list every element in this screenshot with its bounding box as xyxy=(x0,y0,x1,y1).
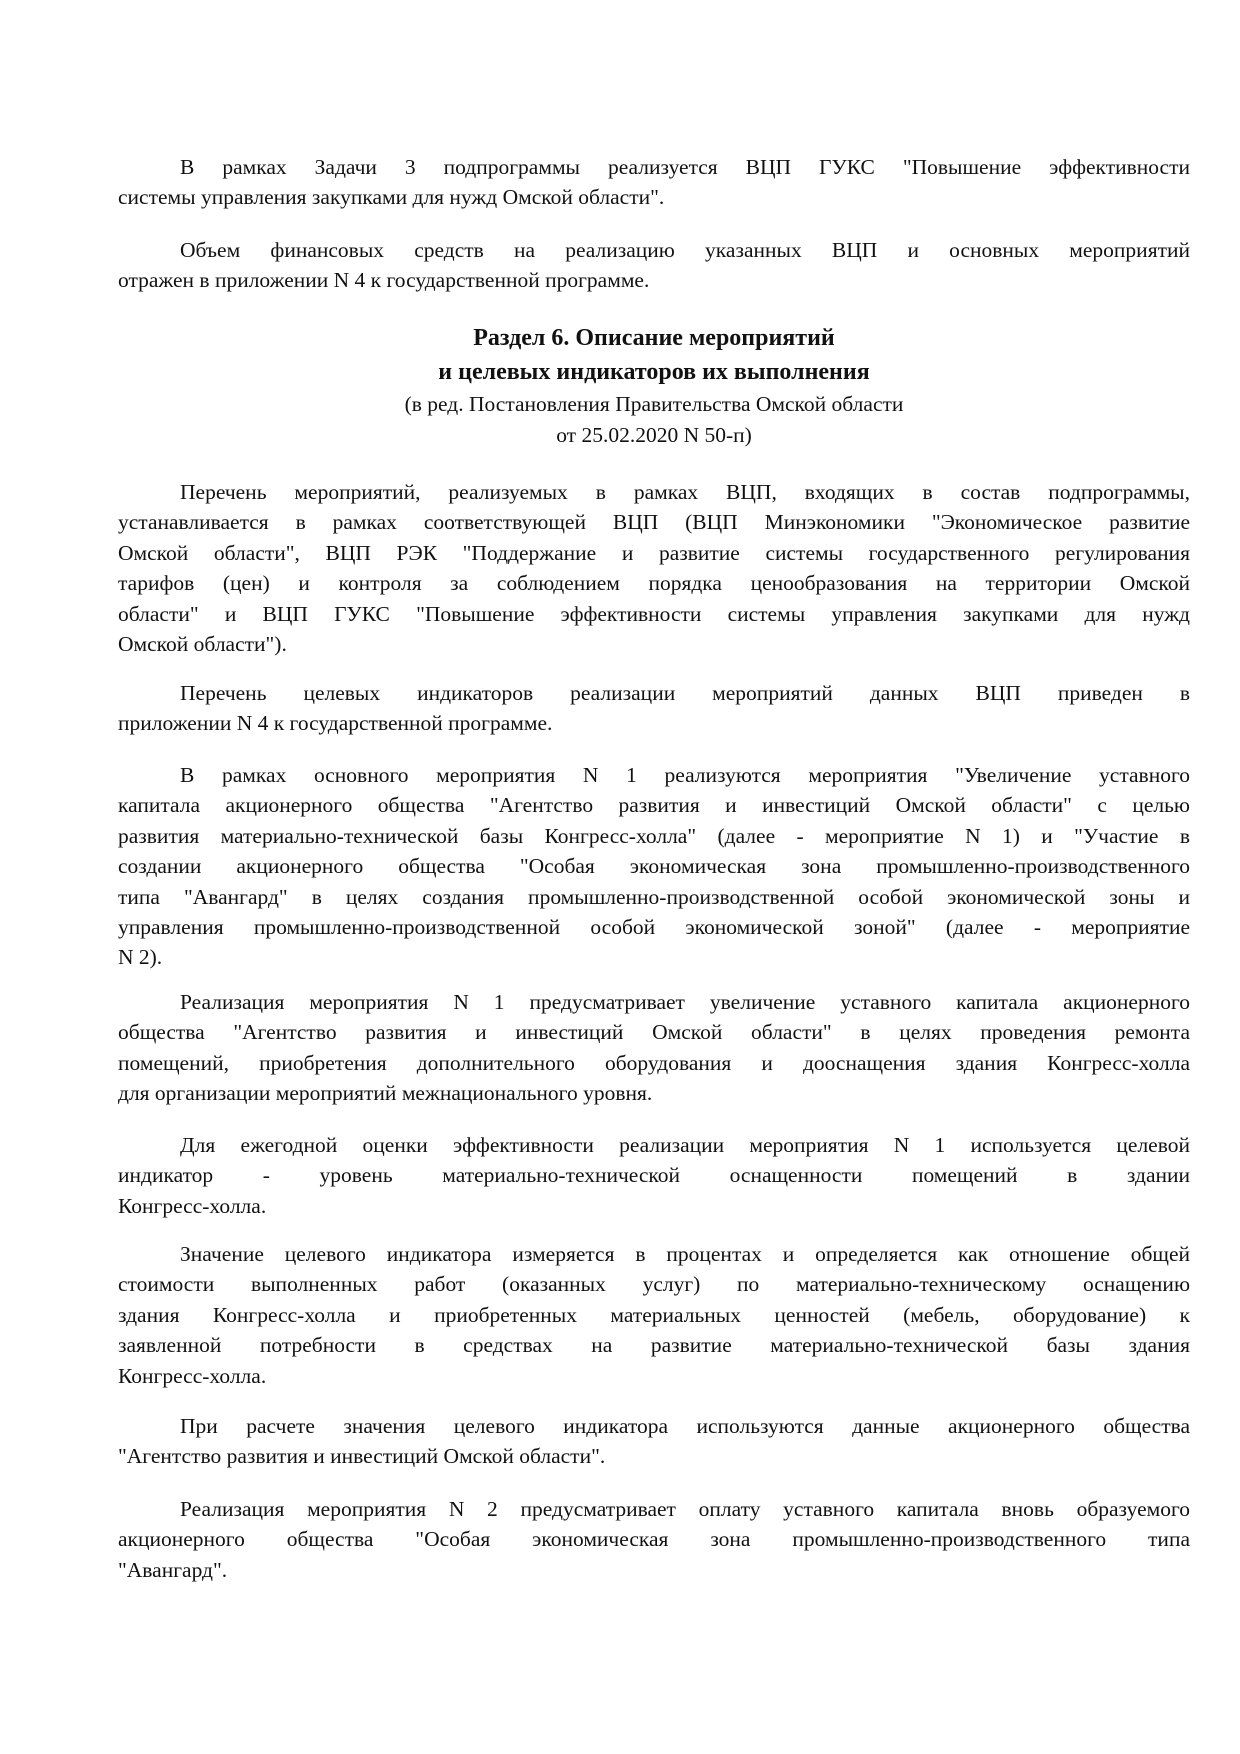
paragraph-line: управления промышленно-производственной особой экономической зоной" (далее - мероприятие xyxy=(118,914,1190,939)
body-paragraph xyxy=(118,1130,1190,1221)
paragraph-line: капитала акционерного общества "Агентство развития и инвестиций Омской области" с целью xyxy=(118,793,1190,818)
paragraph-line: здания Конгресс-холла и приобретенных материальных ценностей (мебель, оборудование) к xyxy=(118,1302,1190,1327)
paragraph-line: В рамках основного мероприятия N 1 реализуются мероприятия "Увеличение уставного xyxy=(180,763,1190,787)
paragraph-line: системы управления закупками для нужд Омской области". xyxy=(118,185,665,210)
paragraph-line: индикатор - уровень материально-технической оснащенности помещений в здании xyxy=(118,1163,1190,1188)
paragraph-line: "Авангард". xyxy=(118,1557,228,1582)
section-title-line: Раздел 6. Описание мероприятий xyxy=(473,325,835,351)
paragraph-line: N 2). xyxy=(118,945,163,970)
paragraph-line: акционерного общества "Особая экономическая зона промышленно-производственного типа xyxy=(118,1527,1190,1552)
body-paragraph xyxy=(118,152,1190,213)
paragraph-line: Конгресс-холла. xyxy=(118,1193,267,1218)
section-title-line: и целевых индикаторов их выполнения xyxy=(438,359,870,385)
paragraph-line: приложении N 4 к государственной программе. xyxy=(118,711,553,736)
paragraph-line: Перечень мероприятий, реализуемых в рамках ВЦП, входящих в состав подпрограммы, xyxy=(180,480,1190,504)
amendment-note-line: от 25.02.2020 N 50-п) xyxy=(556,423,752,447)
paragraph-line: типа "Авангард" в целях создания промышленно-производственной особой экономической зоны и xyxy=(118,884,1190,909)
paragraph-line: Значение целевого индикатора измеряется в процентах и определяется как отношение общей xyxy=(180,1242,1190,1266)
paragraph-line: помещений, приобретения дополнительного оборудования и дооснащения здания Конгресс-холла xyxy=(118,1050,1190,1075)
paragraph-line: Для ежегодной оценки эффективности реализации мероприятия N 1 используется целевой xyxy=(180,1133,1190,1157)
paragraph-line: развития материально-технической базы Конгресс-холла" (далее - мероприятие N 1) и "Участие в xyxy=(118,823,1190,848)
paragraph-line: общества "Агентство развития и инвестиций Омской области" в целях проведения ремонта xyxy=(118,1020,1190,1045)
paragraph-line: Реализация мероприятия N 2 предусматривает оплату уставного капитала вновь образуемого xyxy=(180,1497,1190,1521)
body-paragraph xyxy=(118,1239,1190,1391)
paragraph-line: заявленной потребности в средствах на развитие материально-технической базы здания xyxy=(118,1333,1190,1358)
body-paragraph xyxy=(118,987,1190,1109)
paragraph-line: для организации мероприятий межнационального уровня. xyxy=(118,1081,653,1106)
paragraph-line: отражен в приложении N 4 к государственной программе. xyxy=(118,268,650,293)
body-paragraph xyxy=(118,235,1190,296)
paragraph-line: Омской области"). xyxy=(118,631,287,656)
paragraph-line: создании акционерного общества "Особая экономическая зона промышленно-производственного xyxy=(118,854,1190,879)
paragraph-line: При расчете значения целевого индикатора используются данные акционерного общества xyxy=(180,1414,1190,1438)
amendment-note-line: (в ред. Постановления Правительства Омской области xyxy=(404,392,904,416)
paragraph-line: В рамках Задачи 3 подпрограммы реализуется ВЦП ГУКС "Повышение эффективности xyxy=(180,155,1190,179)
paragraph-line: области" и ВЦП ГУКС "Повышение эффективности системы управления закупками для нужд xyxy=(118,601,1190,626)
paragraph-line: Перечень целевых индикаторов реализации мероприятий данных ВЦП приведен в xyxy=(180,681,1190,705)
paragraph-line: Омской области", ВЦП РЭК "Поддержание и развитие системы государственного регулирования xyxy=(118,540,1190,565)
paragraph-line: тарифов (цен) и контроля за соблюдением порядка ценообразования на территории Омской xyxy=(118,571,1190,596)
paragraph-line: стоимости выполненных работ (оказанных услуг) по материально-техническому оснащению xyxy=(118,1272,1190,1297)
body-paragraph xyxy=(118,678,1190,739)
paragraph-line: Реализация мероприятия N 1 предусматривает увеличение уставного капитала акционерного xyxy=(180,990,1190,1014)
section-heading xyxy=(118,321,1190,451)
body-paragraph xyxy=(118,477,1190,659)
paragraph-line: устанавливается в рамках соответствующей ВЦП (ВЦП Минэкономики "Экономическое развитие xyxy=(118,510,1190,535)
body-paragraph xyxy=(118,1411,1190,1472)
body-paragraph xyxy=(118,1494,1190,1585)
paragraph-line: Конгресс-холла. xyxy=(118,1363,267,1388)
paragraph-line: Объем финансовых средств на реализацию указанных ВЦП и основных мероприятий xyxy=(180,238,1190,262)
body-paragraph xyxy=(118,760,1190,973)
paragraph-line: "Агентство развития и инвестиций Омской области". xyxy=(118,1444,606,1469)
